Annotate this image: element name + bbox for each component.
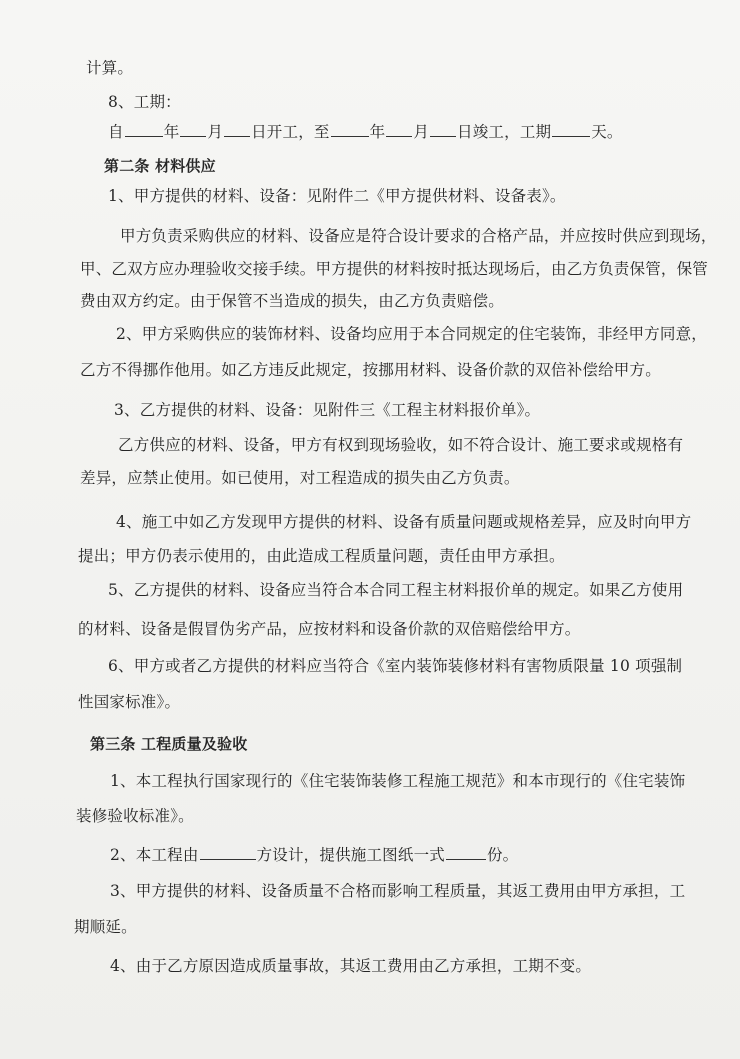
text-line: 乙方不得挪作他用。如乙方违反此规定，按挪用材料、设备价款的双倍补偿给甲方。 (80, 361, 661, 379)
fill-blank (430, 122, 456, 137)
text-line: 费由双方约定。由于保管不当造成的损失，由乙方负责赔偿。 (80, 292, 504, 310)
text-line: 6、甲方或者乙方提供的材料应当符合《室内装饰装修材料有害物质限量 10 项强制 (108, 657, 683, 675)
fill-blank (180, 122, 206, 137)
text-line: 的材料、设备是假冒伪劣产品，应按材料和设备价款的双倍赔偿给甲方。 (78, 620, 581, 638)
text-fragment: 2、本工程由 (110, 846, 199, 864)
fill-blank (331, 122, 369, 137)
text-line: 4、由于乙方原因造成质量事故，其返工费用由乙方承担，工期不变。 (110, 957, 592, 975)
text-fragment: 月 (413, 123, 430, 141)
text-line: 性国家标准》。 (78, 693, 181, 711)
text-line: 计算。 (86, 59, 134, 77)
text-line: 期顺延。 (74, 918, 137, 936)
fill-blank (446, 845, 486, 860)
text-line: 装修验收标准》。 (76, 807, 194, 825)
section-heading-2: 第二条 材料供应 (104, 157, 216, 175)
fill-blank (125, 122, 163, 137)
design-line (110, 845, 518, 865)
text-fragment: 日竣工，工期 (457, 123, 552, 141)
text-line: 差异，应禁止使用。如已使用，对工程造成的损失由乙方负责。 (80, 469, 520, 487)
fill-blank (386, 122, 412, 137)
text-line: 8、工期： (108, 93, 181, 111)
text-line: 1、甲方提供的材料、设备：见附件二《甲方提供材料、设备表》。 (108, 187, 566, 205)
text-fragment: 月 (207, 123, 224, 141)
text-line: 甲方负责采购供应的材料、设备应是符合设计要求的合格产品，并应按时供应到现场， (120, 227, 717, 245)
text-line: 2、甲方采购供应的装饰材料、设备均应用于本合同规定的住宅装饰，非经甲方同意， (116, 325, 707, 343)
text-fragment: 自 (108, 123, 124, 141)
text-line: 3、甲方提供的材料、设备质量不合格而影响工程质量，其返工费用由甲方承担，工 (110, 882, 686, 900)
text-fragment: 年 (163, 123, 180, 141)
text-fragment: 方设计，提供施工图纸一式 (256, 846, 445, 864)
work-period-line (108, 122, 623, 142)
text-fragment: 天。 (591, 123, 623, 141)
text-fragment: 日开工，至 (251, 123, 330, 141)
section-heading-3: 第三条 工程质量及验收 (90, 735, 248, 753)
text-line: 甲、乙双方应办理验收交接手续。甲方提供的材料按时抵达现场后，由乙方负责保管，保管 (80, 260, 709, 278)
fill-blank (200, 845, 256, 860)
text-line: 5、乙方提供的材料、设备应当符合本合同工程主材料报价单的规定。如果乙方使用 (108, 581, 684, 599)
fill-blank (552, 122, 590, 137)
text-fragment: 份。 (486, 846, 519, 864)
text-line: 4、施工中如乙方发现甲方提供的材料、设备有质量问题或规格差异，应及时向甲方 (116, 513, 692, 531)
text-line: 1、本工程执行国家现行的《住宅装饰装修工程施工规范》和本市现行的《住宅装饰 (110, 772, 686, 790)
text-line: 乙方供应的材料、设备，甲方有权到现场验收，如不符合设计、施工要求或规格有 (118, 436, 684, 454)
fill-blank (224, 122, 250, 137)
text-line: 3、乙方提供的材料、设备：见附件三《工程主材料报价单》。 (114, 401, 541, 419)
text-line: 提出；甲方仍表示使用的，由此造成工程质量问题，责任由甲方承担。 (78, 547, 565, 565)
text-fragment: 年 (369, 123, 386, 141)
